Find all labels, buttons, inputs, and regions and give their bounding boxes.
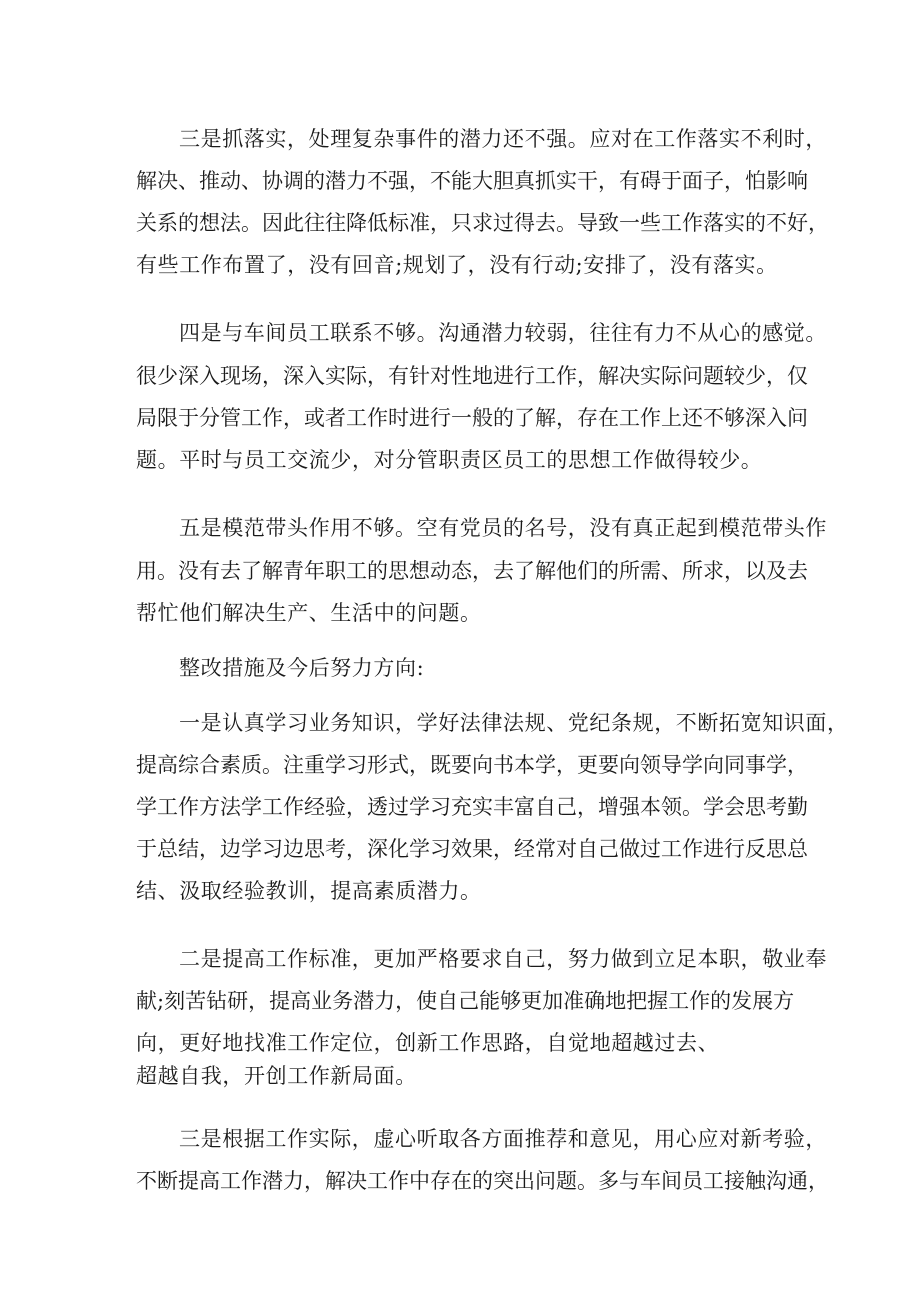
- text-line: 不断提高工作潜力，解决工作中存在的突出问题。多与车间员工接触沟通，: [136, 1169, 829, 1193]
- text-line: 有些工作布置了，没有回音;规划了，没有行动;安排了，没有落实。: [136, 253, 778, 277]
- text-line: 解决、推动、协调的潜力不强，不能大胆真抓实干，有碍于面子，怕影响: [136, 169, 808, 193]
- text-line: 超越自我，开创工作新局面。: [136, 1064, 417, 1088]
- text-line: 五是模范带头作用不够。空有党员的名号，没有真正起到模范带头作: [179, 516, 827, 540]
- text-line: 四是与车间员工联系不够。沟通潜力较弱，往往有力不从心的感觉。: [179, 321, 827, 345]
- text-line: 一是认真学习业务知识，学好法律法规、党纪条规，不断拓宽知识面，: [179, 711, 849, 735]
- text-line: 提高综合素质。注重学习形式，既要向书本学，更要向领导学向同事学，: [136, 753, 808, 777]
- text-line: 于总结，边学习边思考，深化学习效果，经常对自己做过工作进行反思总: [136, 837, 808, 861]
- text-line: 献;刻苦钻研，提高业务潜力，使自己能够更加准确地把握工作的发展方: [136, 989, 795, 1013]
- text-line: 局限于分管工作，或者工作时进行一般的了解，存在工作上还不够深入问: [136, 406, 808, 430]
- text-line: 三是根据工作实际，虚心听取各方面推荐和意见，用心应对新考验，: [179, 1127, 827, 1151]
- text-line: 帮忙他们解决生产、生活中的问题。: [136, 601, 482, 625]
- text-line: 二是提高工作标准，更加严格要求自己，努力做到立足本职，敬业奉: [179, 947, 827, 971]
- text-line: 向，更好地找准工作定位，创新工作思路，自觉地超越过去、: [136, 1031, 720, 1055]
- text-line: 题。平时与员工交流少，对分管职责区员工的思想工作做得较少。: [136, 448, 763, 472]
- text-line: 三是抓落实，处理复杂事件的潜力还不强。应对在工作落实不利时，: [179, 127, 827, 151]
- text-line: 很少深入现场，深入实际，有针对性地进行工作，解决实际问题较少，仅: [136, 364, 808, 388]
- text-line: 结、汲取经验教训，提高素质潜力。: [136, 879, 482, 903]
- text-line: 用。没有去了解青年职工的思想动态，去了解他们的所需、所求，以及去: [136, 559, 808, 583]
- text-line: 关系的想法。因此往往降低标准，只求过得去。导致一些工作落实的不好，: [136, 211, 829, 235]
- section-heading: 整改措施及今后努力方向:: [179, 656, 425, 680]
- text-line: 学工作方法学工作经验，透过学习充实丰富自己，增强本领。学会思考勤: [136, 795, 808, 819]
